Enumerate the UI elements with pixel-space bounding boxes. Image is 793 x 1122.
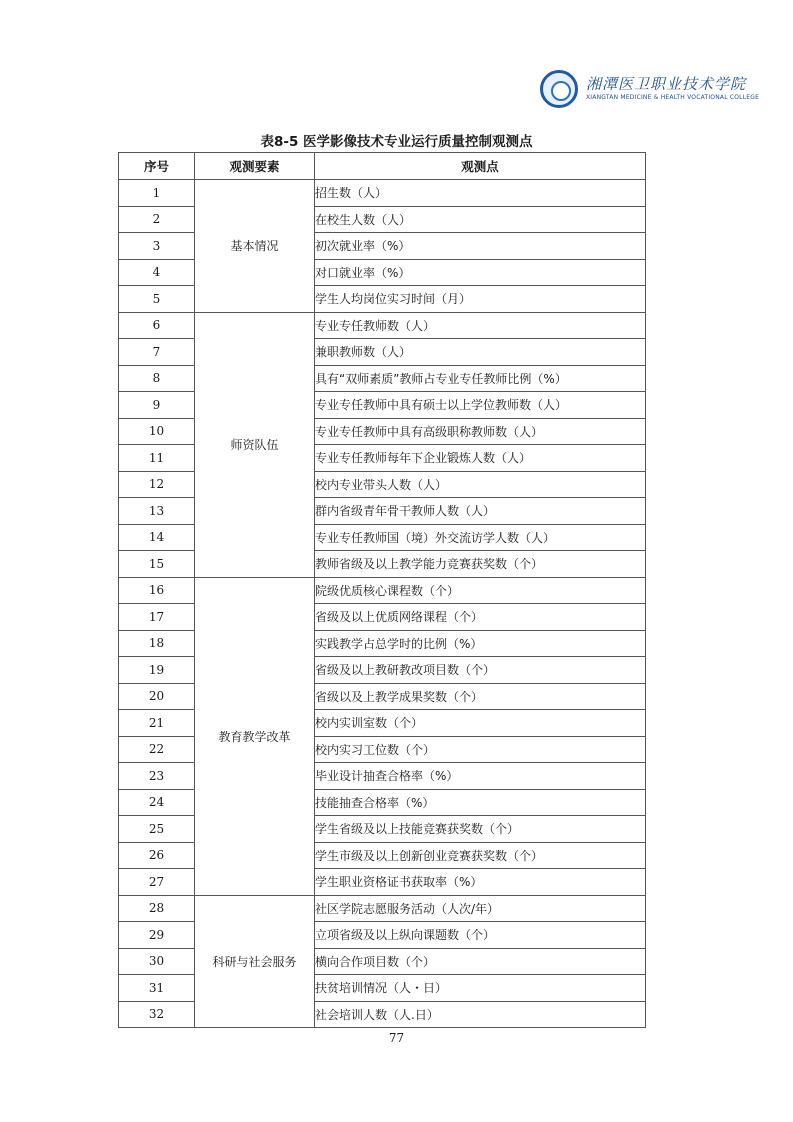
row-number: 22 xyxy=(119,736,195,763)
row-number: 29 xyxy=(119,922,195,949)
row-number: 12 xyxy=(119,471,195,498)
row-number: 13 xyxy=(119,498,195,525)
observation-point: 校内实习工位数（个） xyxy=(315,736,646,763)
row-number: 1 xyxy=(119,180,195,207)
row-number: 9 xyxy=(119,392,195,419)
observation-point: 专业专任教师中具有硕士以上学位教师数（人） xyxy=(315,392,646,419)
row-number: 2 xyxy=(119,206,195,233)
observation-point: 学生省级及以上技能竞赛获奖数（个） xyxy=(315,816,646,843)
observation-point: 专业专任教师中具有高级职称教师数（人） xyxy=(315,418,646,445)
row-number: 11 xyxy=(119,445,195,472)
observation-point: 教师省级及以上教学能力竞赛获奖数（个） xyxy=(315,551,646,578)
observation-point: 学生人均岗位实习时间（月） xyxy=(315,286,646,313)
row-number: 3 xyxy=(119,233,195,260)
observation-point: 兼职教师数（人） xyxy=(315,339,646,366)
observation-element: 科研与社会服务 xyxy=(195,895,315,1028)
table-row xyxy=(119,895,646,922)
observation-point: 具有“双师素质”教师占专业专任教师比例（%） xyxy=(315,365,646,392)
observation-point: 专业专任教师数（人） xyxy=(315,312,646,339)
row-number: 15 xyxy=(119,551,195,578)
row-number: 23 xyxy=(119,763,195,790)
row-number: 31 xyxy=(119,975,195,1002)
row-number: 14 xyxy=(119,524,195,551)
college-name-cn: 湘潭医卫职业技术学院 xyxy=(586,75,747,93)
column-header-number: 序号 xyxy=(119,153,195,180)
observation-point: 群内省级青年骨干教师人数（人） xyxy=(315,498,646,525)
row-number: 19 xyxy=(119,657,195,684)
table-row xyxy=(119,577,646,604)
row-number: 24 xyxy=(119,789,195,816)
row-number: 28 xyxy=(119,895,195,922)
row-number: 27 xyxy=(119,869,195,896)
table-body xyxy=(119,180,646,1028)
row-number: 7 xyxy=(119,339,195,366)
row-number: 20 xyxy=(119,683,195,710)
college-name-en: XIANGTAN MEDICINE & HEALTH VOCATIONAL COLLEGE xyxy=(586,94,760,101)
observation-point: 初次就业率（%） xyxy=(315,233,646,260)
row-number: 32 xyxy=(119,1001,195,1028)
observation-point: 专业专任教师国（境）外交流访学人数（人） xyxy=(315,524,646,551)
column-header-element: 观测要素 xyxy=(195,153,315,180)
row-number: 25 xyxy=(119,816,195,843)
page-number: 77 xyxy=(388,1031,405,1045)
row-number: 10 xyxy=(119,418,195,445)
row-number: 5 xyxy=(119,286,195,313)
observation-table xyxy=(118,152,646,1028)
observation-element: 教育教学改革 xyxy=(195,577,315,895)
observation-element: 师资队伍 xyxy=(195,312,315,577)
observation-point: 院级优质核心课程数（个） xyxy=(315,577,646,604)
observation-point: 技能抽查合格率（%） xyxy=(315,789,646,816)
row-number: 18 xyxy=(119,630,195,657)
column-header-point: 观测点 xyxy=(315,153,646,180)
observation-point: 在校生人数（人） xyxy=(315,206,646,233)
observation-point: 实践教学占总学时的比例（%） xyxy=(315,630,646,657)
observation-point: 学生市级及以上创新创业竞赛获奖数（个） xyxy=(315,842,646,869)
observation-point: 横向合作项目数（个） xyxy=(315,948,646,975)
row-number: 30 xyxy=(119,948,195,975)
observation-point: 对口就业率（%） xyxy=(315,259,646,286)
observation-point: 招生数（人） xyxy=(315,180,646,207)
observation-point: 毕业设计抽查合格率（%） xyxy=(315,763,646,790)
observation-point: 学生职业资格证书获取率（%） xyxy=(315,869,646,896)
row-number: 16 xyxy=(119,577,195,604)
college-logo xyxy=(540,70,760,110)
row-number: 21 xyxy=(119,710,195,737)
observation-point: 扶贫培训情况（人・日） xyxy=(315,975,646,1002)
observation-point: 校内专业带头人数（人） xyxy=(315,471,646,498)
observation-point: 省级及以上优质网络课程（个） xyxy=(315,604,646,631)
observation-point: 社会培训人数（人.日） xyxy=(315,1001,646,1028)
observation-point: 立项省级及以上纵向课题数（个） xyxy=(315,922,646,949)
observation-point: 省级及以上教研教改项目数（个） xyxy=(315,657,646,684)
observation-point: 省级以及上教学成果奖数（个） xyxy=(315,683,646,710)
row-number: 26 xyxy=(119,842,195,869)
row-number: 17 xyxy=(119,604,195,631)
observation-point: 社区学院志愿服务活动（人次/年） xyxy=(315,895,646,922)
table-row xyxy=(119,312,646,339)
row-number: 4 xyxy=(119,259,195,286)
college-emblem-icon xyxy=(540,70,578,108)
table-row xyxy=(119,180,646,207)
observation-point: 校内实训室数（个） xyxy=(315,710,646,737)
observation-point: 专业专任教师每年下企业锻炼人数（人） xyxy=(315,445,646,472)
row-number: 6 xyxy=(119,312,195,339)
row-number: 8 xyxy=(119,365,195,392)
observation-element: 基本情况 xyxy=(195,180,315,313)
table-header-row xyxy=(119,153,646,180)
table-title: 表8-5 医学影像技术专业运行质量控制观测点 xyxy=(260,134,533,150)
